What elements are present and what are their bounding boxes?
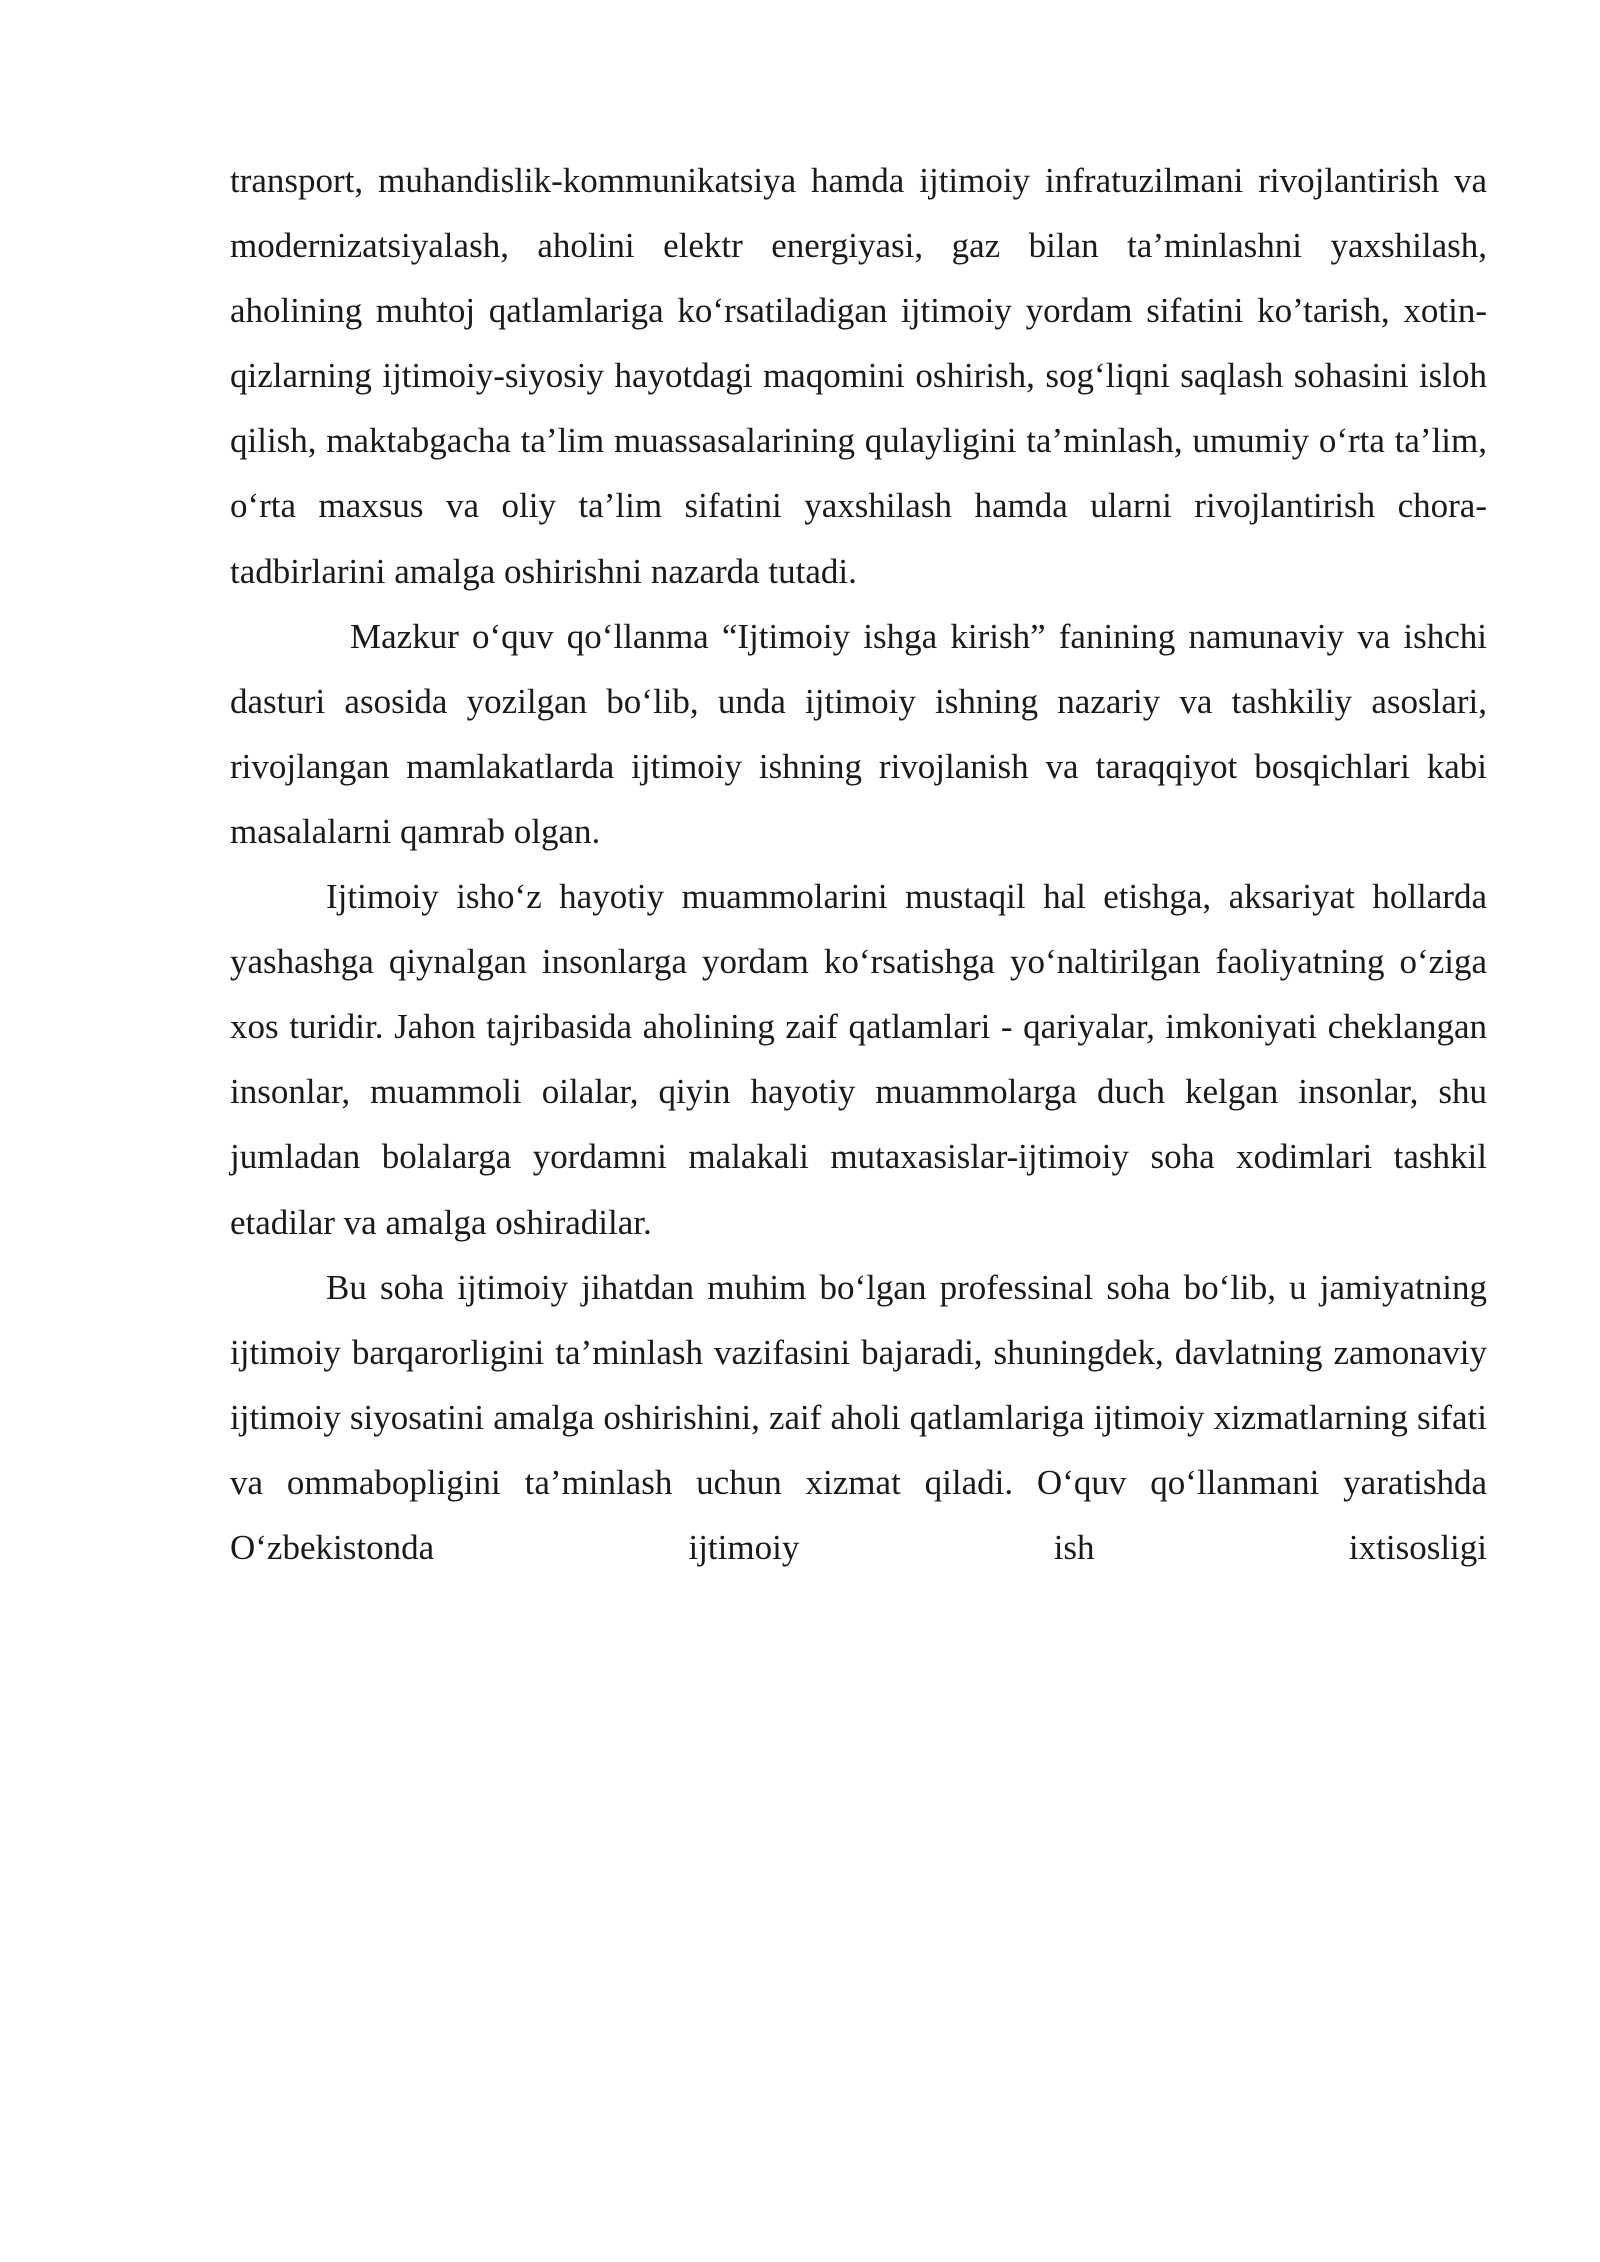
paragraph-4: Bu soha ijtimoiy jihatdan muhim bo‘lgan professinal soha bo‘lib, u jamiyatning ijtimoiy barqarorligini ta’minlash vazifasini bajaradi, shuningdek, davlatning zamonaviy ijtimoiy siyosatini amalga oshirishini, zaif aholi qatlamlariga ijtimoiy xizmatlarning sifati va ommabopligini ta’minlash uchun xizmat qiladi. O‘quv qo‘llanmani yaratishda O‘zbekistonda ijtimoiy ish ixtisosligi — [230, 1267, 1487, 1567]
document-page — [230, 148, 1487, 1580]
paragraph-2: Mazkur o‘quv qo‘llanma “Ijtimoiy ishga kirish” fanining namunaviy va ishchi dasturi asosida yozilgan bo‘lib, unda ijtimoiy ishning nazariy va tashkiliy asoslari, rivojlangan mamlakatlarda ijtimoiy ishning rivojlanish va taraqqiyot bosqichlari kabi masalalarni qamrab olgan. — [230, 616, 1487, 851]
paragraph-3: Ijtimoiy isho‘z hayotiy muammolarini mustaqil hal etishga, aksariyat hollarda yashashga qiynalgan insonlarga yordam ko‘rsatishga yo‘naltirilgan faoliyatning o‘ziga xos turidir. Jahon tajribasida aholining zaif qatlamlari - qariyalar, imkoniyati cheklangan insonlar, muammoli oilalar, qiyin hayotiy muammolarga duch kelgan insonlar, shu jumladan bolalarga yordamni malakali mutaxasislar-ijtimoiy soha xodimlari tashkil etadilar va amalga oshiradilar. — [230, 877, 1487, 1242]
paragraph-1: transport, muhandislik-kommunikatsiya hamda ijtimoiy infratuzilmani rivojlantirish va modernizatsiyalash, aholini elektr energiyasi, gaz bilan ta’minlashni yaxshilash, aholining muhtoj qatlamlariga ko‘rsatiladigan ijtimoiy yordam sifatini ko’tarish, xotin-qizlarning ijtimoiy-siyosiy hayotdagi maqomini oshirish, sog‘liqni saqlash sohasini isloh qilish, maktabgacha ta’lim muassasalarining qulayligini ta’minlash, umumiy o‘rta ta’lim, o‘rta maxsus va oliy ta’lim sifatini yaxshilash hamda ularni rivojlantirish chora-tadbirlarini amalga oshirishni nazarda tutadi. — [230, 161, 1487, 591]
